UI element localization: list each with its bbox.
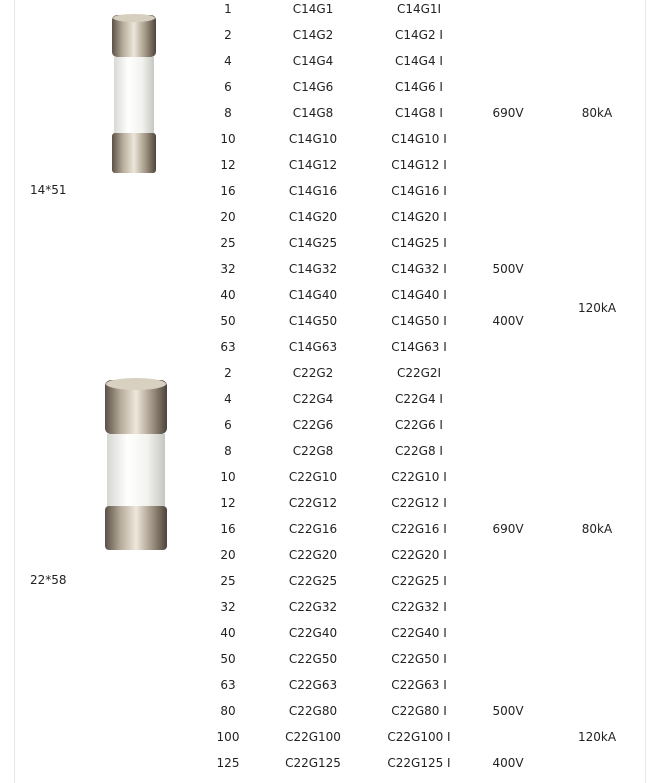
model-number-cell: C22G100: [285, 730, 341, 744]
rated-current-cell: 8: [224, 444, 232, 458]
rated-current-cell: 2: [224, 366, 232, 380]
indicator-model-cell: C14G20 I: [391, 210, 447, 224]
indicator-model-cell: C14G6 I: [395, 80, 443, 94]
rated-current-cell: 8: [224, 106, 232, 120]
size-label: 22*58: [30, 573, 67, 587]
rated-current-cell: 40: [220, 288, 236, 302]
model-number-cell: C22G10: [288, 470, 338, 484]
model-number-cell: C22G8: [292, 444, 334, 458]
indicator-model-cell: C22G63 I: [391, 678, 447, 692]
model-number-cell: C14G16: [288, 184, 338, 198]
rated-current-cell: 12: [220, 496, 236, 510]
model-number-cell: C22G2: [292, 366, 334, 380]
voltage-label: 690V: [492, 522, 524, 536]
rated-current-cell: 50: [220, 652, 236, 666]
model-number-cell: C14G63: [288, 340, 338, 354]
indicator-model-cell: C22G2I: [396, 366, 442, 380]
rated-current-cell: 12: [220, 158, 236, 172]
model-number-cell: C14G6: [292, 80, 334, 94]
model-number-cell: C22G6: [292, 418, 334, 432]
breaking-capacity-label: 120kA: [577, 730, 617, 744]
model-number-cell: C22G80: [288, 704, 338, 718]
model-number-cell: C14G1: [292, 2, 334, 16]
rated-current-cell: 40: [220, 626, 236, 640]
voltage-label: 500V: [492, 262, 524, 276]
indicator-model-cell: C14G2 I: [395, 28, 443, 42]
rated-current-cell: 4: [224, 392, 232, 406]
rated-current-cell: 4: [224, 54, 232, 68]
indicator-model-cell: C14G63 I: [391, 340, 447, 354]
rated-current-cell: 1: [224, 2, 232, 16]
rated-current-cell: 16: [220, 522, 236, 536]
model-number-cell: C14G4: [292, 54, 334, 68]
indicator-model-cell: C14G8 I: [395, 106, 443, 120]
indicator-model-cell: C14G4 I: [395, 54, 443, 68]
indicator-model-cell: C14G10 I: [391, 132, 447, 146]
model-number-cell: C22G125: [285, 756, 341, 770]
indicator-model-cell: C22G50 I: [391, 652, 447, 666]
model-number-cell: C14G32: [288, 262, 338, 276]
indicator-model-cell: C22G4 I: [395, 392, 443, 406]
indicator-model-cell: C22G100 I: [387, 730, 451, 744]
breaking-capacity-label: 80kA: [581, 106, 613, 120]
rated-current-cell: 25: [220, 236, 236, 250]
voltage-label: 400V: [492, 756, 524, 770]
rated-current-cell: 20: [220, 210, 236, 224]
model-number-cell: C14G40: [288, 288, 338, 302]
model-number-cell: C22G12: [288, 496, 338, 510]
indicator-model-cell: C14G1I: [396, 2, 442, 16]
rated-current-cell: 50: [220, 314, 236, 328]
indicator-model-cell: C14G40 I: [391, 288, 447, 302]
voltage-label: 690V: [492, 106, 524, 120]
indicator-model-cell: C14G12 I: [391, 158, 447, 172]
voltage-label: 400V: [492, 314, 524, 328]
rated-current-cell: 100: [216, 730, 240, 744]
indicator-model-cell: C22G125 I: [387, 756, 451, 770]
indicator-model-cell: C14G50 I: [391, 314, 447, 328]
indicator-model-cell: C22G8 I: [395, 444, 443, 458]
indicator-model-cell: C22G80 I: [391, 704, 447, 718]
rated-current-cell: 32: [220, 600, 236, 614]
fuse-14x51-image: [106, 12, 162, 180]
model-number-cell: C14G12: [288, 158, 338, 172]
model-number-cell: C14G8: [292, 106, 334, 120]
rated-current-cell: 125: [216, 756, 240, 770]
rated-current-cell: 2: [224, 28, 232, 42]
rated-current-cell: 20: [220, 548, 236, 562]
size-label: 14*51: [30, 183, 67, 197]
rated-current-cell: 10: [220, 132, 236, 146]
model-number-cell: C22G25: [288, 574, 338, 588]
indicator-model-cell: C22G32 I: [391, 600, 447, 614]
indicator-model-cell: C22G6 I: [395, 418, 443, 432]
rated-current-cell: 25: [220, 574, 236, 588]
rated-current-cell: 63: [220, 340, 236, 354]
model-number-cell: C22G16: [288, 522, 338, 536]
rated-current-cell: 80: [220, 704, 236, 718]
rated-current-cell: 6: [224, 80, 232, 94]
indicator-model-cell: C22G40 I: [391, 626, 447, 640]
indicator-model-cell: C22G25 I: [391, 574, 447, 588]
breaking-capacity-label: 80kA: [581, 522, 613, 536]
model-number-cell: C14G25: [288, 236, 338, 250]
model-number-cell: C22G4: [292, 392, 334, 406]
model-number-cell: C14G2: [292, 28, 334, 42]
model-number-cell: C22G63: [288, 678, 338, 692]
model-number-cell: C14G50: [288, 314, 338, 328]
voltage-label: 500V: [492, 704, 524, 718]
indicator-model-cell: C22G10 I: [391, 470, 447, 484]
breaking-capacity-label: 120kA: [577, 301, 617, 315]
fuse-22x58-image: [100, 376, 174, 554]
indicator-model-cell: C22G16 I: [391, 522, 447, 536]
model-number-cell: C22G20: [288, 548, 338, 562]
rated-current-cell: 32: [220, 262, 236, 276]
indicator-model-cell: C14G25 I: [391, 236, 447, 250]
model-number-cell: C14G10: [288, 132, 338, 146]
indicator-model-cell: C14G32 I: [391, 262, 447, 276]
indicator-model-cell: C22G20 I: [391, 548, 447, 562]
indicator-model-cell: C22G12 I: [391, 496, 447, 510]
model-number-cell: C22G40: [288, 626, 338, 640]
model-number-cell: C14G20: [288, 210, 338, 224]
indicator-model-cell: C14G16 I: [391, 184, 447, 198]
rated-current-cell: 6: [224, 418, 232, 432]
rated-current-cell: 63: [220, 678, 236, 692]
model-number-cell: C22G50: [288, 652, 338, 666]
rated-current-cell: 10: [220, 470, 236, 484]
rated-current-cell: 16: [220, 184, 236, 198]
model-number-cell: C22G32: [288, 600, 338, 614]
